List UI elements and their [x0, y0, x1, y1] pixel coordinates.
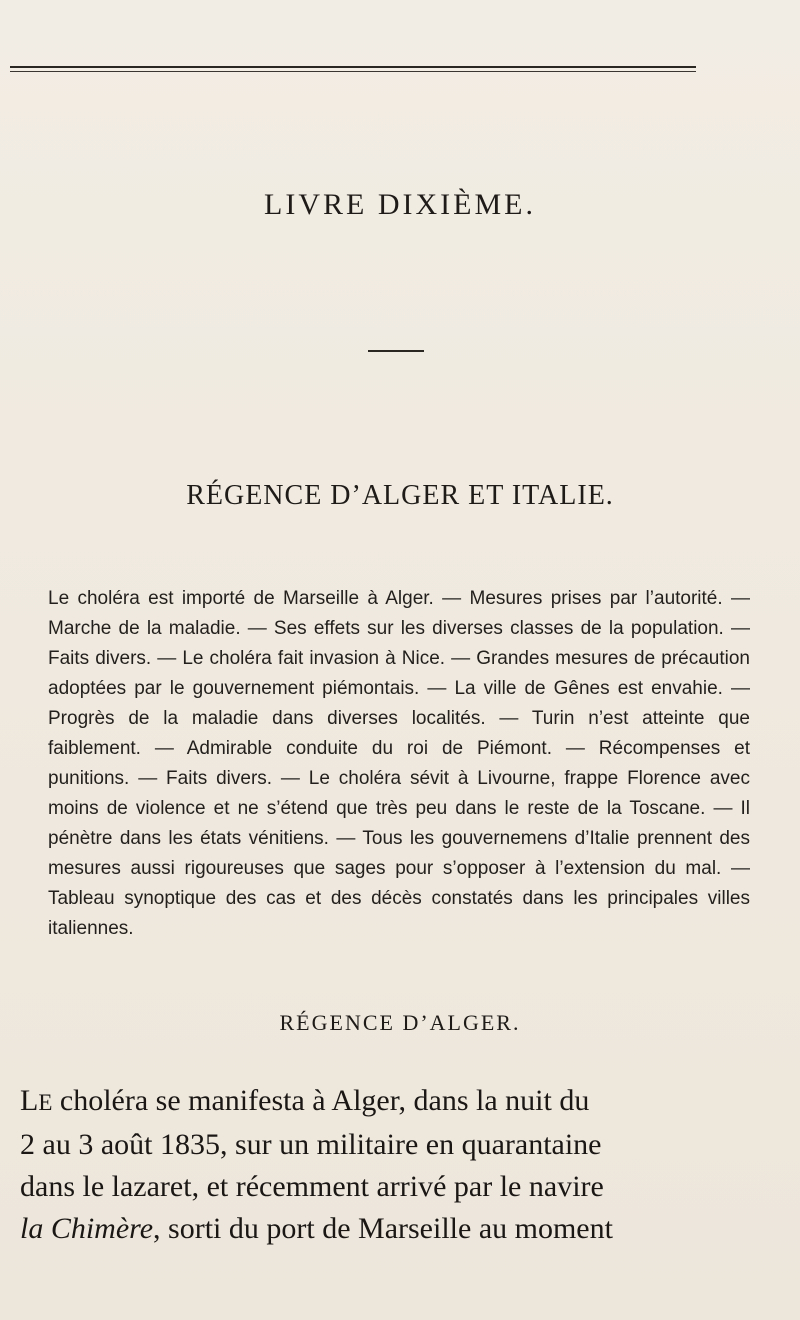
body-line-1 — [20, 1080, 710, 1124]
book-title: LIVRE DIXIÈME. — [264, 188, 536, 221]
body-paragraph — [20, 1080, 710, 1250]
body-line-3: dans le lazaret, et récemment arrivé par le navire — [20, 1170, 604, 1203]
ship-name: la Chimère — [20, 1212, 154, 1245]
body-line-1-text: choléra se manifesta à Alger, dans la nuit du — [52, 1084, 590, 1117]
top-rule — [10, 66, 696, 68]
body-line-2: 2 au 3 août 1835, sur un militaire en quarantaine — [20, 1128, 602, 1161]
body-line-4-text: , sorti du port de Marseille au moment — [153, 1212, 613, 1245]
chapter-summary: Le choléra est importé de Marseille à Alger. — Mesures prises par l’autorité. — Marche de la maladie. — Ses effets sur les diverses classes de la population. — Faits divers. — Le choléra fait invasion à Nice. — Grandes mesures de précaution adoptées par le gouvernement piémontais. — La ville de Gênes est envahie. — Progrès de la maladie dans diverses localités. — Turin n’est atteinte que faiblement. — Admirable conduite du roi de Piémont. — Récompenses et punitions. — Faits divers. — Le choléra sévit à Livourne, frappe Florence avec moins de violence et ne s’étend que très peu dans le reste de la Toscane. — Il pénètre dans les états vénitiens. — Tous les gouvernemens d’Italie prennent des mesures aussi rigoureuses que sages pour s’opposer à l’extension du mal. — Tableau synoptique des cas et des décès constatés dans les principales villes italiennes. — [48, 588, 750, 939]
section-title: RÉGENCE D’ALGER ET ITALIE. — [186, 480, 614, 511]
body-line-4 — [20, 1208, 710, 1250]
initial-smallcaps: E — [38, 1090, 53, 1115]
subsection-heading: RÉGENCE D’ALGER. — [279, 1010, 521, 1035]
drop-initial: L — [20, 1084, 39, 1117]
ornament-rule — [368, 350, 424, 352]
top-rule-thin — [10, 71, 696, 72]
